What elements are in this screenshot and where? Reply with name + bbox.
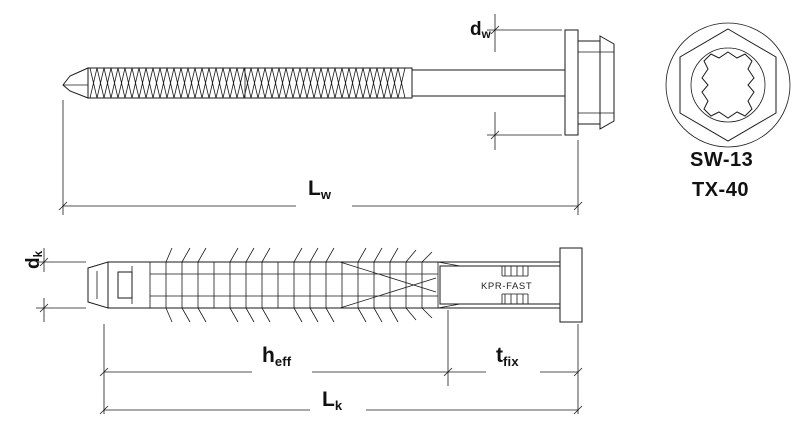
label-dw: dw bbox=[470, 19, 491, 42]
hex-head bbox=[565, 30, 614, 135]
product-marking-text: KPR-FAST bbox=[481, 281, 533, 292]
label-tfix: tfix bbox=[496, 344, 519, 369]
label-dk: dk bbox=[23, 250, 46, 269]
torx-hex-end-view bbox=[666, 23, 790, 147]
label-heff: heff bbox=[262, 344, 292, 369]
label-wrench-size: SW-13 bbox=[690, 149, 754, 171]
label-lw: Lw bbox=[308, 177, 332, 202]
label-lk: Lk bbox=[322, 388, 343, 413]
screw-side-view bbox=[63, 30, 614, 135]
label-drive-size: TX-40 bbox=[692, 179, 749, 201]
